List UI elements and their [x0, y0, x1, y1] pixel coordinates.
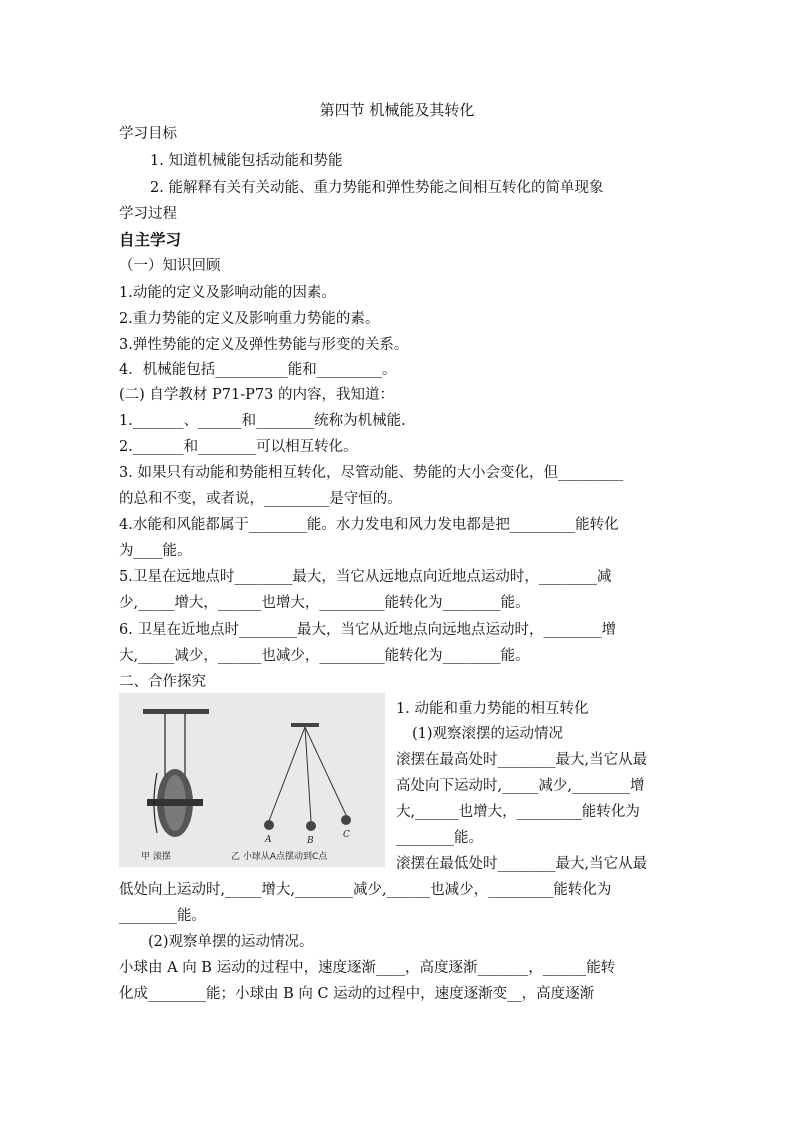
wheel-line-3: 大,______也增大，_________能转化为 [396, 804, 640, 820]
string-b [305, 727, 311, 821]
string-a [269, 727, 305, 821]
know-item-3b: 的总和不变，或者说，_________是守恒的。 [119, 491, 402, 507]
pivot-bar [291, 723, 319, 727]
know-item-6a: 6. 卫星在近地点时________最大，当它从近地点向远地点运动时，________增 [119, 622, 616, 638]
know-item-4a: 4.水能和风能都属于________能。水力发电和风力发电都是把_________能转化 [119, 517, 619, 533]
know-item-6b: 大,_____减少，______也减少，_________能转化为________能。 [119, 648, 530, 664]
section-learning-process: 学习过程 [119, 206, 177, 222]
subsection-review: （一）知识回顾 [119, 258, 221, 274]
know-item-5b: 少,_____增大，______也增大，_________能转化为________能。 [119, 595, 530, 611]
top-bar [143, 709, 209, 714]
review-item-3: 3.弹性势能的定义及弹性势能与形变的关系。 [119, 337, 409, 353]
subsection-self-read: (二) 自学教材 P71-P73 的内容，我知道： [119, 387, 394, 403]
know-item-1: 1._______、______和________统称为机械能. [119, 413, 406, 429]
section-cooperative-inquiry: 二、合作探究 [119, 674, 206, 690]
know-item-2: 2._______和________可以相互转化。 [119, 439, 358, 455]
know-item-3a: 3. 如果只有动能和势能相互转化，尽管动能、势能的大小会变化，但_________ [119, 465, 624, 481]
section-self-study: 自主学习 [119, 230, 182, 249]
pendulum-line-1: 小球由 A 向 B 运动的过程中，速度逐渐____，高度逐渐_______，______能转 [119, 960, 616, 976]
know-item-5a: 5.卫星在远地点时________最大，当它从远地点向近地点运动时，________减 [119, 569, 612, 585]
label-a: A [265, 835, 272, 845]
ball-b [306, 821, 316, 831]
review-item-4: 4．机械能包括__________能和_________。 [119, 362, 397, 378]
wheel-line-5: 滚摆在最低处时________最大,当它从最 [396, 856, 648, 872]
pendulum-line-2: 化成________能；小球由 B 向 C 运动的过程中，速度逐渐变__，高度逐渐 [119, 986, 595, 1002]
caption-left: 甲 滚摆 [141, 852, 171, 862]
know-item-4b: 为____能。 [119, 543, 192, 559]
review-item-2: 2.重力势能的定义及影响重力势能的素。 [119, 311, 380, 327]
review-item-1: 1.动能的定义及影响动能的因素。 [119, 285, 336, 301]
wheel-line-7: ________能。 [119, 908, 206, 924]
observe-pendulum: (2)观察单摆的运动情况。 [148, 934, 314, 950]
topic-1-title: 1. 动能和重力势能的相互转化 [396, 701, 589, 717]
wheel-line-4: ________能。 [396, 830, 483, 846]
wheel-axle [147, 799, 203, 806]
label-c: C [343, 830, 350, 840]
label-b: B [307, 836, 314, 846]
section-learning-goals: 学习目标 [119, 126, 177, 142]
wheel-line-2: 高处向下运动时,_____减少,________增 [396, 778, 645, 794]
goal-2: 2. 能解释有关有关动能、重力势能和弹性势能之间相互转化的简单现象 [150, 180, 604, 196]
pendulum-illustration [119, 693, 385, 867]
caption-right: 乙 小球从A点摆动到C点 [231, 852, 328, 862]
wheel-line-6: 低处向上运动时,_____增大,________减少,______也减少，_________能转化为 [119, 882, 612, 898]
ball-c [341, 815, 351, 825]
string-c [305, 727, 346, 815]
pendulum-figure [119, 693, 385, 867]
observe-maxwell-wheel: (1)观察滚摆的运动情况 [412, 726, 564, 742]
wheel-line-1: 滚摆在最高处时________最大,当它从最 [396, 752, 648, 768]
goal-1: 1. 知道机械能包括动能和势能 [150, 153, 343, 169]
ball-a [264, 820, 274, 830]
page-title: 第四节 机械能及其转化 [319, 101, 475, 119]
